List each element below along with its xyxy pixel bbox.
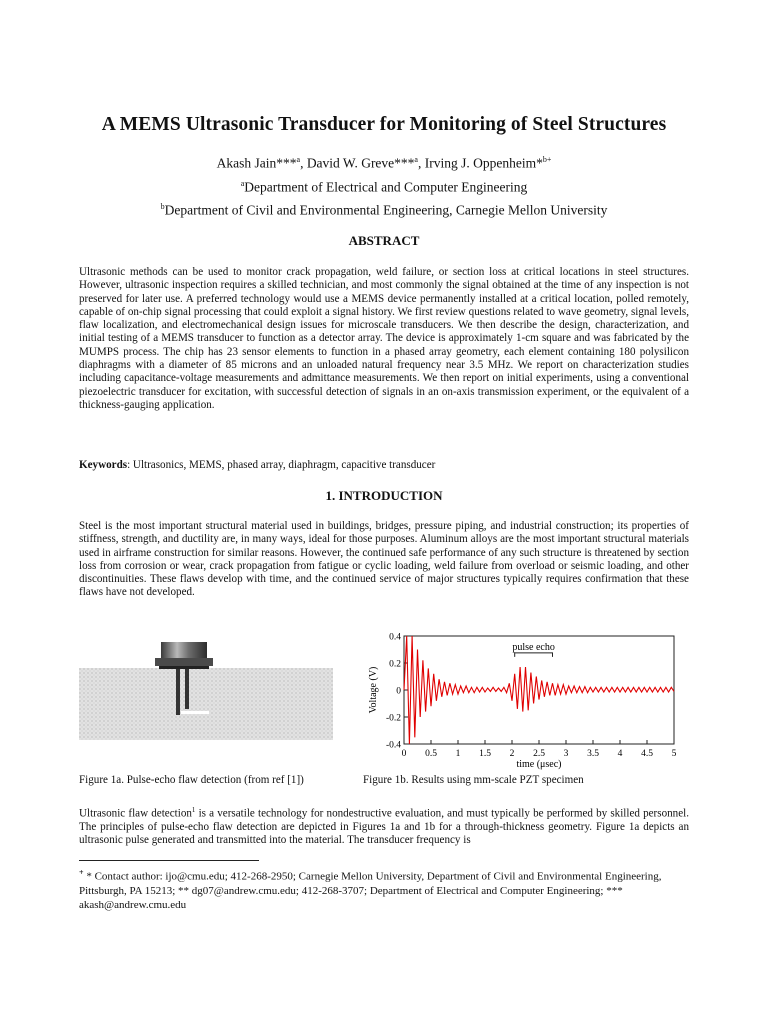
y-tick-label: 0.2 [389, 659, 401, 670]
author-names: Akash Jain***$^a$, David W. Greve***$^a$, Irving J. Oppenheim*$^{b+}$ [216, 155, 552, 171]
y-axis-label: Voltage (V) [368, 666, 379, 714]
footnote-rule [79, 860, 259, 861]
intro-body: Steel is the most important structural material used in buildings, bridges, pressure piping, and industrial construction; its properties of stiffness, strength, and ductility are, in many ways, ideal for those purposes. Aluminum alloys are the most important structural materials used in airframe construction for similar reasons. However, the continued safe performance of any such structure is threatened by section loss from corrosion or wear, crack propagation from fatigue or cyclic loading, weld failure from overload or seismic loading, and other discontinuities. These flaws develop with time, and the continued service of major structures typically requires confirmation that these flaws have not developed. [79, 520, 689, 599]
figure-1b-chart [362, 630, 692, 770]
intro-heading: 1. INTRODUCTION [325, 488, 443, 503]
flaw-marker [181, 711, 209, 714]
pulse-beam-left [176, 669, 180, 715]
x-tick-label: 3 [563, 749, 569, 759]
figure-1b-caption: Figure 1b. Results using mm-scale PZT specimen [363, 774, 584, 786]
x-tick-label: 0.5 [425, 749, 437, 759]
affiliation-b: $^b$Department of Civil and Environmental Engineering, Carnegie Mellon University [160, 202, 608, 218]
transducer-body [161, 642, 207, 658]
pulse-echo-label: pulse echo [512, 641, 555, 653]
abstract-body: Ultrasonic methods can be used to monitor crack propagation, weld failure, or section loss at critical locations in steel structures. However, ultrasonic inspection requires a skilled technician, and most commonly the signal obtained at the time of any inspection is not preserved for later use. A preferred technology would use a MEMS device permanently installed at a critical location, polled remotely, capable of on-chip signal processing that could exploit a signal history. We first review questions related to wave geometry, signal levels, flaw localization, and electromechanical design issues for microscale transducers. We then describe the design, characterization, and initial testing of a MEMS transducer to function as a detector array. The device is approximately 1-cm square and was fabricated by the MUMPS process. The chip has 23 sensor elements to function in a phased array geometry, each element containing 180 polysilicon diaphragms with a diameter of 85 microns and an unloaded natural frequency near 3.5 MHz. We report on characterization studies including capacitance-voltage measurements and admittance measurements. We then report on initial experiments, using a conventional piezoelectric transducer for excitation, with successful detection of signals in an on-axis transmission experiment, or the equivalent of a thickness-gauging application. [79, 266, 689, 411]
abstract-heading: ABSTRACT [348, 233, 420, 248]
steel-specimen [79, 668, 333, 740]
paper-title: A MEMS Ultrasonic Transducer for Monitoring of Steel Structures [101, 114, 667, 135]
x-axis-label: time (μsec) [516, 759, 562, 770]
y-tick-label: -0.2 [385, 713, 401, 724]
transducer-base [159, 666, 209, 669]
y-tick-label: 0 [396, 686, 401, 697]
x-tick-label: 3.5 [587, 749, 599, 759]
x-tick-label: 2 [509, 749, 515, 759]
x-tick-label: 4.5 [641, 749, 653, 759]
x-tick-label: 4 [617, 749, 623, 759]
keywords-line: Keywords: Ultrasonics, MEMS, phased array, diaphragm, capacitive transducer [79, 459, 436, 471]
author-block [0, 150, 768, 221]
x-axis-ticks [402, 740, 677, 759]
contact-footnote: + * Contact author: ijo@cmu.edu; 412-268-2950; Carnegie Mellon University, Department of Civil and Environmental Engineering, Pittsburgh, PA 15213; ** dg07@andrew.cmu.edu; 412-268-3707; Department of Electrical and Computer Engineering; *** akash@andrew.cmu.edu [79, 868, 662, 911]
figure-1a-caption: Figure 1a. Pulse-echo flaw detection (from ref [1]) [79, 774, 304, 786]
pulse-echo-annotation [512, 642, 555, 657]
body-paragraph-2: Ultrasonic flaw detection$^1$ is a versatile technology for nondestructive evaluation, and must typically be performed by skilled personnel. The principles of pulse-echo flaw detection are depicted in Figures 1a and 1b for a through-thickness geometry. Figure 1a depicts an ultrasonic pulse generated and transmitted into the material. The transducer frequency is [79, 806, 689, 847]
x-tick-label: 1 [455, 749, 461, 759]
y-tick-label: 0.4 [389, 632, 401, 643]
transducer-collar [155, 658, 213, 666]
pulse-beam-right [185, 669, 189, 709]
x-tick-label: 2.5 [533, 749, 545, 759]
figure-1a-illustration [79, 640, 333, 740]
pulse-echo-bracket [515, 653, 553, 657]
y-axis-ticks [386, 633, 408, 751]
x-tick-label: 1.5 [479, 749, 491, 759]
affiliation-a: $^a$Department of Electrical and Computer Engineering [240, 178, 528, 194]
y-tick-label: -0.4 [385, 740, 401, 751]
x-tick-label: 0 [401, 749, 407, 759]
x-tick-label: 5 [671, 749, 677, 759]
